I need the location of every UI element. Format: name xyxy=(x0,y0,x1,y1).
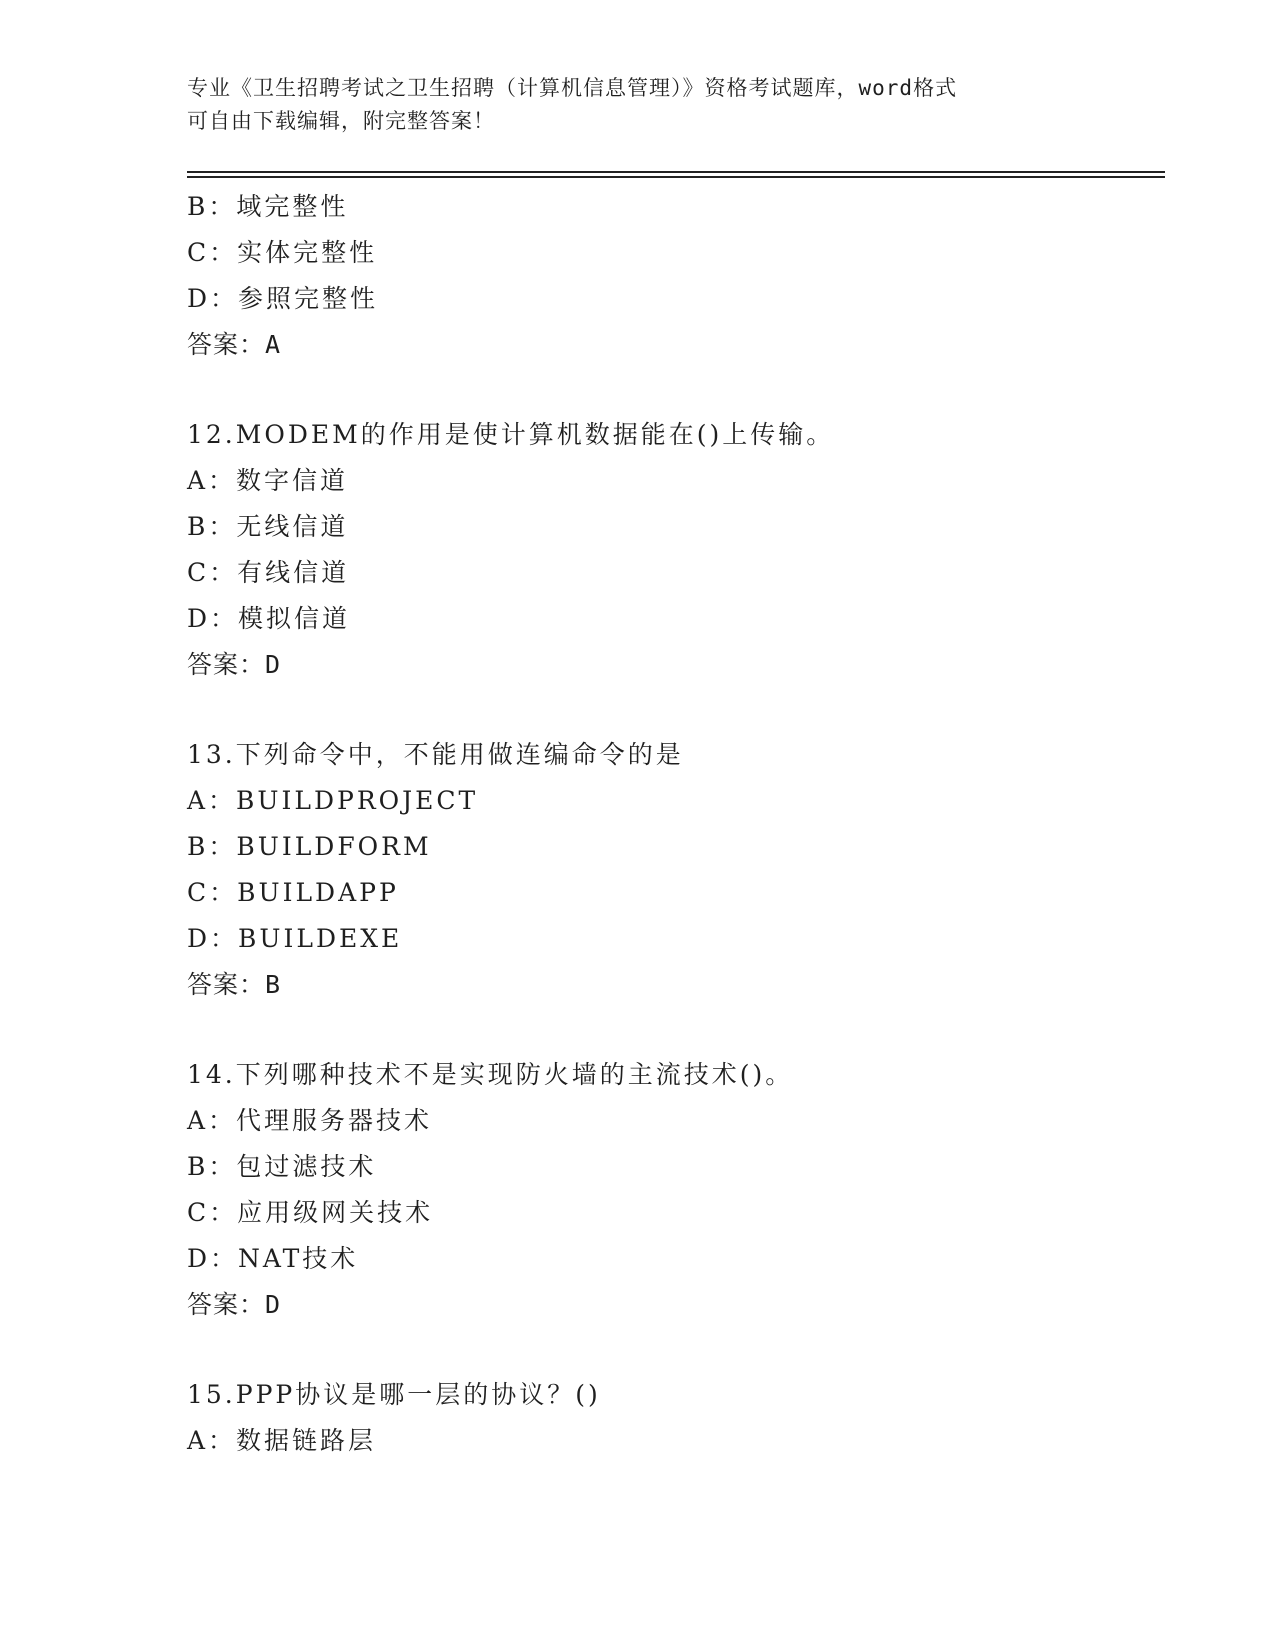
option-b: B：包过滤技术 xyxy=(187,1152,377,1181)
option-c: C：实体完整性 xyxy=(187,238,378,267)
option-d: D：参照完整性 xyxy=(187,284,379,313)
question-13 xyxy=(187,732,1165,1008)
answer-value: D xyxy=(265,650,282,679)
question-14 xyxy=(187,1052,1165,1328)
question-stem: 12.MODEM的作用是使计算机数据能在()上传输。 xyxy=(187,420,835,449)
header-line-2: 可自由下载编辑，附完整答案！ xyxy=(187,109,495,133)
question-15 xyxy=(187,1372,1165,1464)
option-d: D：模拟信道 xyxy=(187,604,351,633)
option-c: C：BUILDAPP xyxy=(187,878,399,907)
answer-line xyxy=(187,962,1165,1008)
option-b: B：域完整性 xyxy=(187,192,349,221)
answer-label: 答案： xyxy=(187,330,266,359)
question-list xyxy=(187,184,1165,1464)
answer-label: 答案： xyxy=(187,1290,266,1319)
option-b: B：BUILDFORM xyxy=(187,832,432,861)
answer-line xyxy=(187,642,1165,688)
answer-line xyxy=(187,1282,1165,1328)
answer-value: D xyxy=(265,1290,282,1319)
answer-line xyxy=(187,322,1165,368)
option-a: A：代理服务器技术 xyxy=(187,1106,433,1135)
option-a: A：数据链路层 xyxy=(187,1426,377,1455)
answer-label: 答案： xyxy=(187,970,266,999)
header-line-1: 专业《卫生招聘考试之卫生招聘（计算机信息管理）》资格考试题库，word格式 xyxy=(187,76,958,100)
question-stem: 13.下列命令中，不能用做连编命令的是 xyxy=(187,740,684,769)
option-c: C：应用级网关技术 xyxy=(187,1198,434,1227)
header-divider-bottom xyxy=(187,176,1165,178)
answer-label: 答案： xyxy=(187,650,266,679)
answer-value: B xyxy=(265,970,282,999)
option-c: C：有线信道 xyxy=(187,558,350,587)
option-d: D：NAT技术 xyxy=(187,1244,359,1273)
question-stem: 14.下列哪种技术不是实现防火墙的主流技术()。 xyxy=(187,1060,794,1089)
header-divider-top xyxy=(187,171,1165,173)
option-d: D：BUILDEXE xyxy=(187,924,403,953)
question-12 xyxy=(187,412,1165,688)
question-stem: 15.PPP协议是哪一层的协议？() xyxy=(187,1380,601,1409)
answer-value: A xyxy=(265,330,282,359)
option-b: B：无线信道 xyxy=(187,512,349,541)
option-a: A：数字信道 xyxy=(187,466,349,495)
option-a: A：BUILDPROJECT xyxy=(187,786,479,815)
question-11-continued xyxy=(187,184,1165,368)
document-header xyxy=(187,72,1087,138)
